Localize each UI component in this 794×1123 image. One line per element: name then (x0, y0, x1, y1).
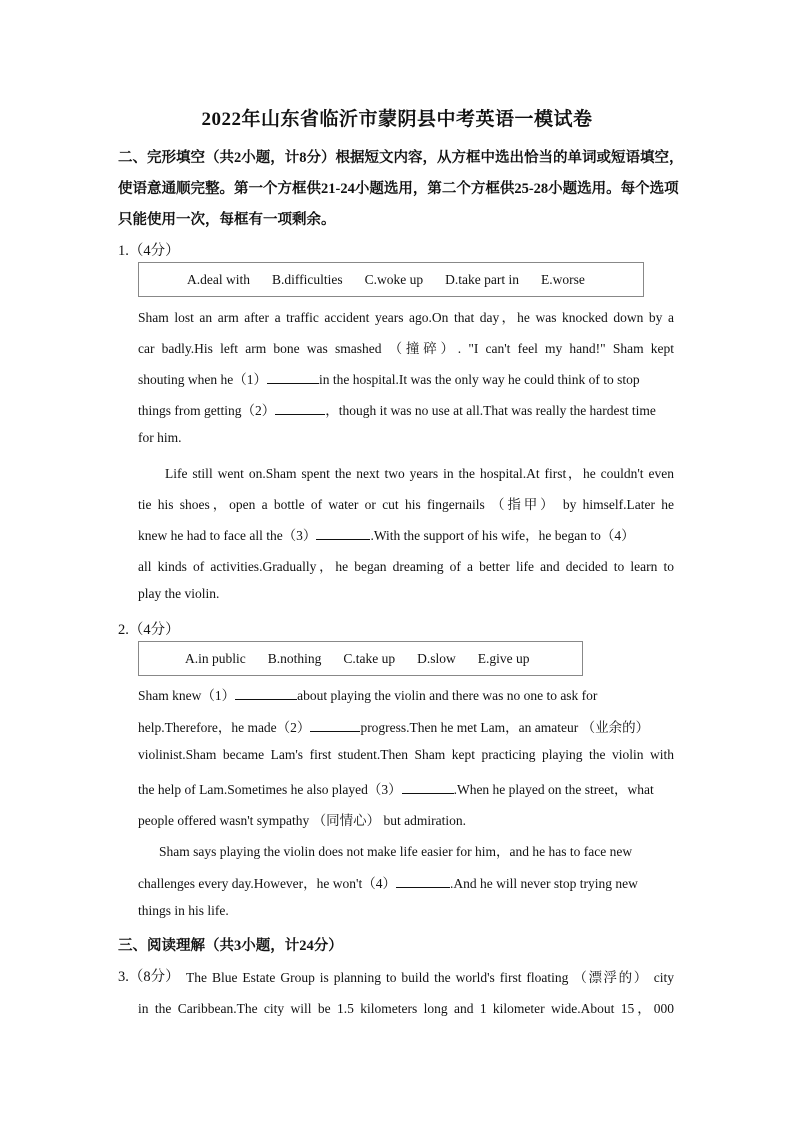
question-3-number: 3.（8分） (118, 969, 180, 985)
section2-heading-line-3: 只能使用一次，每框有一项剩余。 (118, 212, 336, 228)
q2-text-line: things in his life. (138, 903, 229, 918)
section2-heading-line-1: 二、完形填空（共2小题，计8分）根据短文内容，从方框中选出恰当的单词或短语填空， (118, 150, 684, 166)
q1-option-b: B.difficulties (272, 271, 343, 287)
q1-text-line: Life still went on.Sham spent the next two years in the hospital.At first，he couldn't even (165, 466, 674, 481)
q2-text-line: Sham says playing the violin does not make life easier for him，and he has to face new (159, 844, 633, 859)
section3-heading: 三、阅读理解（共3小题，计24分） (118, 938, 343, 954)
q1-text-line: all kinds of activities.Gradually，he began dreaming of a better life and decided to learn to (138, 559, 674, 574)
q1-text-line: for him. (138, 430, 182, 445)
q1-option-e: E.worse (540, 271, 585, 287)
question-2-option-box (138, 641, 583, 676)
answer-blank[interactable] (316, 527, 370, 540)
q2-text-line: help.Therefore，he made（2） progress.Then he met Lam，an amateur （业余的） (138, 720, 650, 735)
q2-option-d: D.slow (417, 650, 456, 666)
q2-option-e: E.give up (477, 650, 530, 666)
page-title: 2022年山东省临沂市蒙阴县中考英语一模试卷 (201, 109, 593, 130)
q1-text-line: Sham lost an arm after a traffic accident years ago.On that day，he was knocked down by a (138, 310, 674, 325)
answer-blank[interactable] (235, 687, 297, 700)
q2-option-c: C.take up (343, 650, 396, 666)
section2-heading-line-2: 使语意通顺完整。第一个方框供21-24小题选用，第二个方框供25-28小题选用。每个选项 (118, 181, 679, 197)
q2-text-line: people offered wasn't sympathy （同情心） but admiration. (138, 813, 466, 828)
q1-option-c: C.woke up (364, 271, 424, 287)
q1-option-a: A.deal with (187, 271, 250, 287)
q1-text-line: shouting when he（1） in the hospital.It was the only way he could think of to stop (138, 372, 640, 387)
q2-text-line: challenges every day.However，he won't（4） .And he will never stop trying new (138, 876, 638, 891)
q2-text-line: violinist.Sham became Lam's first student.Then Sham kept practicing playing the violin with (138, 747, 674, 762)
question-2-number: 2.（4分） (118, 622, 180, 638)
q1-text-line: tie his shoes，open a bottle of water or cut his fingernails （指甲） by himself.Later he (138, 497, 674, 512)
q2-option-b: B.nothing (267, 650, 322, 666)
q1-text-line: play the violin. (138, 586, 220, 601)
q1-text-line: knew he had to face all the（3） .With the support of his wife，he began to（4） (138, 528, 635, 543)
q2-option-a: A.in public (185, 650, 246, 666)
question-1-option-box (138, 262, 644, 297)
q3-text-line: in the Caribbean.The city will be 1.5 kilometers long and 1 kilometer wide.About 15，000 (138, 1001, 674, 1016)
answer-blank[interactable] (402, 781, 454, 794)
q1-text-line: things from getting（2） ，though it was no use at all.That was really the hardest time (138, 403, 656, 418)
answer-blank[interactable] (267, 371, 319, 384)
answer-blank[interactable] (396, 875, 450, 888)
question-1-number: 1.（4分） (118, 243, 180, 259)
q1-text-line: car badly.His left arm bone was smashed （撞碎）. "I can't feel my hand!" Sham kept (138, 341, 674, 356)
answer-blank[interactable] (275, 402, 325, 415)
q1-option-d: D.take part in (445, 271, 519, 287)
q2-text-line: Sham knew（1） about playing the violin and there was no one to ask for (138, 688, 598, 703)
answer-blank[interactable] (310, 719, 360, 732)
q3-text-line: The Blue Estate Group is planning to build the world's first floating （漂浮的） city (186, 970, 674, 985)
q2-text-line: the help of Lam.Sometimes he also played（3） .When he played on the street，what (138, 782, 654, 797)
